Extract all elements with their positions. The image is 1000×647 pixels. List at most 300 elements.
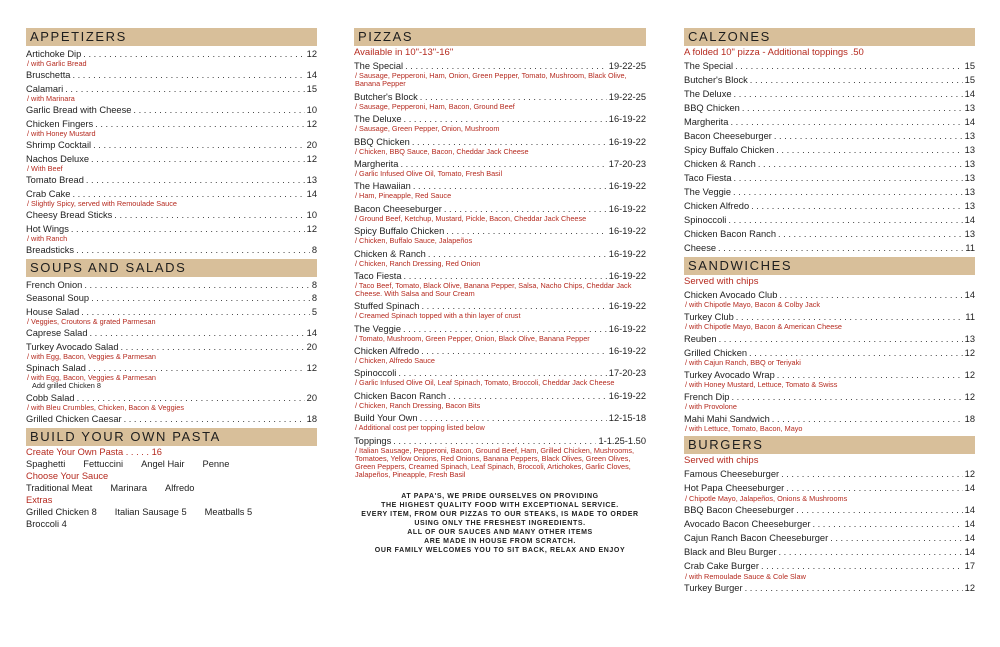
menu-item-price: 14 (964, 519, 975, 530)
menu-item-name: Bruschetta (26, 70, 71, 80)
menu-item-price: 15 (964, 61, 975, 71)
promo-line: ALL OF OUR SAUCES AND MANY OTHER ITEMS (407, 529, 593, 537)
menu-item (684, 214, 975, 226)
menu-item-description: / with Lettuce, Tomato, Bacon, Mayo (685, 424, 803, 434)
leader-dots (812, 518, 962, 530)
leader-dots (428, 248, 607, 260)
menu-item-note: Add grilled Chicken 8 (32, 381, 101, 390)
menu-item-row (354, 435, 646, 447)
menu-item-price: 13 (964, 158, 975, 169)
menu-item-description: / With Beef (27, 163, 63, 173)
menu-item-price: 19-22-25 (608, 91, 646, 102)
menu-item-description: / Sausage, Pepperoni, Ham, Bacon, Ground Beef (355, 101, 515, 111)
menu-item (354, 300, 646, 320)
menu-item (684, 74, 975, 86)
leader-dots (751, 200, 963, 212)
menu-item-name: Cheese (684, 242, 717, 253)
menu-item-price: 5 (311, 306, 317, 317)
menu-item-price: 14 (306, 188, 317, 199)
menu-item-name: Butcher's Block (684, 74, 748, 85)
menu-item-price: 16-19-22 (608, 136, 646, 147)
leader-dots (786, 482, 962, 494)
menu-item-name: Chicken Bacon Ranch (354, 390, 446, 401)
menu-item (684, 228, 975, 240)
menu-item (354, 225, 646, 245)
leader-dots (393, 435, 596, 447)
menu-item (684, 560, 975, 580)
menu-item-name: Cobb Salad (26, 392, 75, 403)
menu-item (354, 248, 646, 268)
calzones-list (684, 60, 975, 254)
menu-item-price: 13 (964, 130, 975, 141)
menu-item (26, 341, 317, 361)
menu-item-price: 10 (306, 210, 317, 220)
menu-item-row (26, 306, 317, 318)
menu-item-price: 13 (964, 200, 975, 211)
menu-item-price: 13 (964, 102, 975, 113)
menu-item (684, 546, 975, 558)
menu-item-description: / with Ranch (27, 233, 68, 243)
menu-item-row (26, 279, 317, 291)
leader-dots (133, 104, 304, 116)
soups-salads-list (26, 279, 317, 426)
leader-dots (728, 214, 962, 226)
leader-dots (735, 60, 963, 72)
menu-item-price: 14 (306, 70, 317, 80)
menu-item (684, 504, 975, 516)
menu-item-row (684, 60, 975, 72)
menu-item-name: Turkey Avocado Wrap (684, 370, 775, 381)
menu-column-right (684, 28, 975, 594)
menu-item-row (684, 158, 975, 170)
menu-item-name: French Dip (684, 392, 730, 403)
pasta-create-line: Create Your Own Pasta . . . . . 16 (26, 447, 162, 457)
menu-item (684, 102, 975, 114)
menu-item (354, 435, 646, 479)
menu-item-description: / Chicken, Ranch Dressing, Bacon Bits (355, 400, 481, 410)
leader-dots (796, 504, 963, 516)
leader-dots (121, 341, 305, 353)
menu-item-description: / Taco Beef, Tomato, Black Olive, Banana Pepper, Salsa, Nacho Chips, Cheddar Jack Cheese. With Salsa and Sour Cream (355, 280, 632, 298)
leader-dots (83, 48, 304, 60)
menu-item-row (684, 504, 975, 516)
menu-item-name: The Special (354, 61, 404, 72)
menu-item-name: French Onion (26, 279, 83, 290)
promo-line: THE HIGHEST QUALITY FOOD WITH EXCEPTIONAL SERVICE. (381, 501, 619, 509)
promo-line: ARE MADE IN HOUSE FROM SCRATCH. (424, 538, 576, 546)
menu-item (26, 83, 317, 103)
menu-item-row (26, 104, 317, 116)
menu-item-row (26, 174, 317, 186)
menu-item (26, 104, 317, 116)
menu-item-name: Butcher's Block (354, 91, 418, 102)
menu-item-price: 13 (964, 172, 975, 183)
leader-dots (745, 582, 963, 594)
sauce-option: Traditional Meat (26, 483, 93, 493)
menu-item-price: 13 (964, 334, 975, 345)
menu-item-price: 13 (964, 228, 975, 239)
menu-item-price: 16-19-22 (608, 181, 646, 192)
menu-item-name: Chicken Alfredo (354, 346, 420, 357)
menu-item-row (684, 102, 975, 114)
menu-item-name: The Special (684, 61, 734, 71)
menu-item-row (684, 130, 975, 142)
menu-item (26, 174, 317, 186)
menu-item-price: 12 (306, 363, 317, 373)
leader-dots (719, 333, 963, 345)
menu-item (354, 113, 646, 133)
menu-item (684, 242, 975, 254)
calzones-header: CALZONES (684, 28, 975, 46)
menu-item-description: / Chicken, Buffalo Sauce, Jalapeños (355, 236, 473, 246)
menu-item-price: 14 (964, 505, 975, 516)
menu-item-description: / Chicken, BBQ Sauce, Bacon, Cheddar Jack Cheese (355, 146, 529, 156)
menu-item (684, 186, 975, 198)
pasta-option: Fettuccini (83, 459, 124, 469)
menu-item-name: The Deluxe (684, 88, 732, 99)
sandwiches-subtitle: Served with chips (684, 276, 759, 288)
menu-item-name: Bacon Cheeseburger (354, 203, 442, 214)
menu-item-name: The Hawaiian (354, 181, 411, 192)
leader-dots (71, 223, 305, 235)
menu-item-row (684, 582, 975, 594)
menu-item-name: Caprese Salad (26, 328, 88, 338)
menu-item-row (684, 468, 975, 480)
pasta-header: BUILD YOUR OWN PASTA (26, 428, 317, 446)
menu-item-price: 14 (964, 116, 975, 127)
menu-item-row (26, 341, 317, 353)
menu-item (684, 413, 975, 433)
leader-dots (81, 306, 310, 318)
menu-item-price: 16-19-22 (608, 270, 646, 281)
sauce-option: Marinara (110, 483, 148, 493)
menu-item-name: Build Your Own (354, 413, 418, 424)
menu-item (354, 367, 646, 387)
menu-item-description: / with Provolone (685, 402, 737, 412)
extra-option: Grilled Chicken 8 (26, 507, 97, 517)
leader-dots (778, 228, 963, 240)
burgers-header: BURGERS (684, 436, 975, 454)
menu-item-price: 8 (311, 279, 317, 290)
menu-item-name: BBQ Chicken (354, 136, 410, 147)
menu-item (684, 60, 975, 72)
menu-item (26, 139, 317, 151)
menu-item (26, 118, 317, 138)
menu-item-row (684, 482, 975, 494)
pasta-option: Angel Hair (141, 459, 185, 469)
menu-item-name: Breadsticks (26, 245, 75, 255)
leader-dots (734, 88, 963, 100)
menu-item-row (26, 188, 317, 200)
menu-item-row (354, 323, 646, 335)
menu-item-price: 16-19-22 (608, 226, 646, 237)
pasta-options (26, 458, 317, 470)
menu-item-price: 10 (306, 105, 317, 115)
menu-item-description: / with Honey Mustard (27, 128, 96, 138)
menu-item-name: Garlic Bread with Cheese (26, 105, 132, 115)
menu-item-row (684, 560, 975, 572)
menu-item-description: / with Cajun Ranch, BBQ or Teriyaki (685, 358, 801, 368)
menu-item-name: Crab Cake (26, 188, 71, 199)
menu-item-name: Chicken & Ranch (354, 248, 426, 259)
menu-item-price: 16-19-22 (608, 114, 646, 125)
menu-item-price: 12 (306, 118, 317, 129)
extras-title: Extras (26, 495, 53, 505)
menu-item-description: / Additional cost per topping listed below (355, 423, 485, 433)
menu-item-row (26, 83, 317, 95)
sandwiches-header: SANDWICHES (684, 257, 975, 275)
menu-item (354, 390, 646, 410)
menu-item-description: / with Egg, Bacon, Veggies & Parmesan (27, 351, 156, 361)
menu-item-name: Calamari (26, 83, 64, 94)
menu-item (684, 333, 975, 345)
menu-item-name: Spinoccoli (354, 368, 397, 379)
menu-item (354, 203, 646, 223)
menu-item-description: / with Honey Mustard, Lettuce, Tomato & Swiss (685, 380, 838, 390)
leader-dots (750, 74, 963, 86)
menu-item-name: The Veggie (354, 323, 402, 334)
leader-dots (124, 413, 305, 425)
menu-item-name: Black and Bleu Burger (684, 547, 777, 558)
leader-dots (72, 69, 304, 81)
menu-item-name: Margherita (684, 116, 729, 127)
menu-item-description: / Italian Sausage, Pepperoni, Bacon, Ground Beef, Ham, Grilled Chicken, Mushrooms, Tomatoes, Yellow Onions, Red Onions, Banana Peppers, Black Olives, Green Olives, Green Peppers, Creamed Spinach, Leaf Spinach, Broccoli, Artichokes, Garlic Cloves, Jalapeños, Pineapple, Fresh Basil (355, 445, 635, 479)
menu-item-row (684, 214, 975, 226)
menu-item-name: Cajun Ranch Bacon Cheeseburger (684, 533, 829, 544)
leader-dots (733, 186, 963, 198)
menu-item-name: Toppings (354, 435, 392, 446)
menu-item-price: 11 (965, 312, 975, 323)
burgers-subtitle: Served with chips (684, 455, 759, 467)
menu-item-price: 17-20-23 (608, 158, 646, 169)
menu-item-description: / with Chipotle Mayo, Bacon & Colby Jack (685, 300, 821, 310)
appetizers-header: APPETIZERS (26, 28, 317, 46)
menu-item-price: 1-1.25-1.50 (598, 435, 646, 446)
menu-item-price: 14 (964, 290, 975, 301)
extras-options (26, 506, 317, 518)
menu-item (354, 270, 646, 298)
menu-item-price: 13 (964, 144, 975, 155)
menu-item-row (26, 69, 317, 81)
menu-item (26, 392, 317, 412)
menu-item-description: / with Chipotle Mayo, Bacon & American Cheese (685, 322, 842, 332)
sauce-options (26, 482, 317, 494)
menu-item (26, 362, 317, 390)
menu-item (26, 188, 317, 208)
menu-item-row (684, 228, 975, 240)
menu-item-price: 18 (306, 414, 317, 424)
pizzas-list (354, 60, 646, 478)
menu-item (26, 413, 317, 425)
menu-item-row (26, 223, 317, 235)
menu-item-row (684, 200, 975, 212)
menu-item-name: Turkey Burger (684, 583, 743, 594)
menu-item-price: 11 (965, 242, 975, 253)
menu-item-row (26, 392, 317, 404)
menu-item-description: / Chicken, Alfredo Sauce (355, 356, 435, 366)
menu-item (684, 391, 975, 411)
menu-item (684, 582, 975, 594)
menu-item-price: 14 (964, 533, 975, 544)
menu-item-name: Chicken Avocado Club (684, 290, 778, 301)
pizzas-header: PIZZAS (354, 28, 646, 46)
menu-item-price: 15 (964, 74, 975, 85)
menu-item-description: / Garlic Infused Olive Oil, Tomato, Fresh Basil (355, 168, 503, 178)
menu-item (26, 69, 317, 81)
leader-dots (76, 244, 310, 256)
leader-dots (731, 391, 962, 403)
menu-item-description: / Chipotle Mayo, Jalapeños, Onions & Mushrooms (685, 493, 848, 503)
menu-item (684, 144, 975, 156)
menu-item-name: Chicken & Ranch (684, 158, 756, 169)
leader-dots (114, 209, 304, 221)
menu-item-row (354, 248, 646, 260)
menu-item-row (684, 172, 975, 184)
leader-dots (420, 91, 607, 103)
menu-item-row (354, 203, 646, 215)
promo-text (354, 492, 646, 556)
menu-item-description: / Tomato, Mushroom, Green Pepper, Onion, Black Olive, Banana Pepper (355, 333, 590, 343)
menu-item (684, 158, 975, 170)
menu-item-price: 16-19-22 (608, 301, 646, 312)
leader-dots (77, 392, 305, 404)
menu-item-price: 8 (311, 293, 317, 303)
menu-item-name: Seasonal Soup (26, 293, 90, 303)
menu-item (684, 369, 975, 389)
menu-item-row (26, 209, 317, 221)
menu-item-price: 14 (306, 328, 317, 338)
menu-item (684, 468, 975, 480)
leader-dots (65, 83, 304, 95)
menu-item-price: 16-19-22 (608, 203, 646, 214)
leader-dots (86, 174, 305, 186)
menu-item (26, 292, 317, 304)
menu-item-price: 12 (964, 370, 975, 381)
menu-item-name: Margherita (354, 158, 399, 169)
menu-item-description: / Sausage, Pepperoni, Ham, Onion, Green Pepper, Tomato, Mushroom, Black Olive, Banana Pepper (355, 71, 627, 89)
menu-item-description: / Garlic Infused Olive Oil, Leaf Spinach, Tomato, Broccoli, Cheddar Jack Cheese (355, 378, 615, 388)
menu-item-row (684, 333, 975, 345)
leader-dots (90, 327, 305, 339)
menu-item-name: BBQ Chicken (684, 102, 740, 113)
leader-dots (761, 560, 963, 572)
menu-item-row (26, 244, 317, 256)
menu-item-price: 16-19-22 (608, 323, 646, 334)
menu-item-name: Famous Cheeseburger (684, 469, 780, 480)
menu-item-description: / Chicken, Ranch Dressing, Red Onion (355, 258, 481, 268)
menu-item (354, 180, 646, 200)
extra-option: Italian Sausage 5 (114, 507, 187, 517)
menu-item-price: 16-19-22 (608, 390, 646, 401)
menu-item (684, 518, 975, 530)
menu-column-left (26, 28, 317, 530)
menu-item-name: The Deluxe (354, 114, 402, 125)
leader-dots (774, 130, 963, 142)
menu-item-row (26, 139, 317, 151)
menu-item (26, 223, 317, 243)
menu-item (684, 172, 975, 184)
menu-item-price: 14 (964, 88, 975, 99)
menu-item-name: Chicken Alfredo (684, 200, 750, 211)
menu-item-row (684, 242, 975, 254)
leader-dots (72, 188, 304, 200)
menu-item-name: Crab Cake Burger (684, 561, 759, 572)
menu-item-name: Hot Wings (26, 223, 69, 234)
menu-item (354, 412, 646, 432)
menu-item-price: 12 (964, 392, 975, 403)
leader-dots (93, 139, 305, 151)
leader-dots (776, 144, 962, 156)
menu-item-name: The Veggie (684, 186, 732, 197)
menu-item-name: Grilled Chicken Caesar (26, 414, 122, 424)
menu-item-name: Shrimp Cocktail (26, 140, 92, 150)
menu-item-price: 17-20-23 (608, 368, 646, 379)
menu-item-price: 16-19-22 (608, 346, 646, 357)
menu-column-middle (354, 28, 646, 555)
menu-item-row (26, 327, 317, 339)
soups-salads-header: SOUPS AND SALADS (26, 259, 317, 277)
menu-item-price: 12 (964, 583, 975, 594)
menu-item (354, 60, 646, 88)
menu-item-description: / with Garlic Bread (27, 58, 87, 68)
menu-item-name: Taco Fiesta (684, 172, 732, 183)
menu-item-row (684, 186, 975, 198)
sauce-option: Alfredo (165, 483, 195, 493)
menu-item (684, 532, 975, 544)
menu-item-row (26, 413, 317, 425)
menu-item-price: 20 (306, 392, 317, 403)
leader-dots (779, 546, 963, 558)
menu-item-row (684, 74, 975, 86)
menu-item (26, 306, 317, 326)
menu-item (354, 158, 646, 178)
menu-item (26, 153, 317, 173)
menu-item-price: 18 (964, 414, 975, 424)
menu-item-row (684, 518, 975, 530)
pasta-option: Penne (202, 459, 230, 469)
menu-item-name: Artichoke Dip (26, 48, 82, 59)
leader-dots (421, 345, 607, 357)
pizzas-subtitle: Available in 10"-13"-16" (354, 47, 454, 58)
leader-dots (84, 279, 310, 291)
menu-item-price: 15 (306, 83, 317, 94)
menu-item-price: 12 (964, 348, 975, 359)
menu-item-name: Spinach Salad (26, 363, 86, 373)
menu-item (26, 244, 317, 256)
menu-item-name: Grilled Chicken (684, 348, 748, 359)
menu-item-name: Tomato Bread (26, 175, 84, 185)
sauce-title: Choose Your Sauce (26, 471, 109, 481)
menu-item (354, 345, 646, 365)
extra-option: Meatballs 5 (204, 507, 253, 517)
menu-item-description: / with Marinara (27, 93, 75, 103)
menu-item-price: 16-19-22 (608, 248, 646, 259)
menu-item-description: / Ground Beef, Ketchup, Mustard, Pickle, Bacon, Cheddar Jack Cheese (355, 213, 587, 223)
menu-item-price: 19-22-25 (608, 61, 646, 72)
extra-option: Broccoli 4 (26, 519, 67, 529)
menu-item-price: 17 (964, 561, 975, 572)
menu-item-row (354, 91, 646, 103)
menu-item (684, 347, 975, 367)
menu-item-description: / with Egg, Bacon, Veggies & Parmesan (27, 373, 156, 382)
menu-item (684, 130, 975, 142)
menu-item-name: Chicken Bacon Ranch (684, 228, 776, 239)
leader-dots (742, 102, 963, 114)
appetizers-list (26, 48, 317, 257)
menu-item (26, 48, 317, 68)
menu-item-description: / Slightly Spicy, served with Remoulade Sauce (27, 198, 177, 208)
menu-item (684, 116, 975, 128)
